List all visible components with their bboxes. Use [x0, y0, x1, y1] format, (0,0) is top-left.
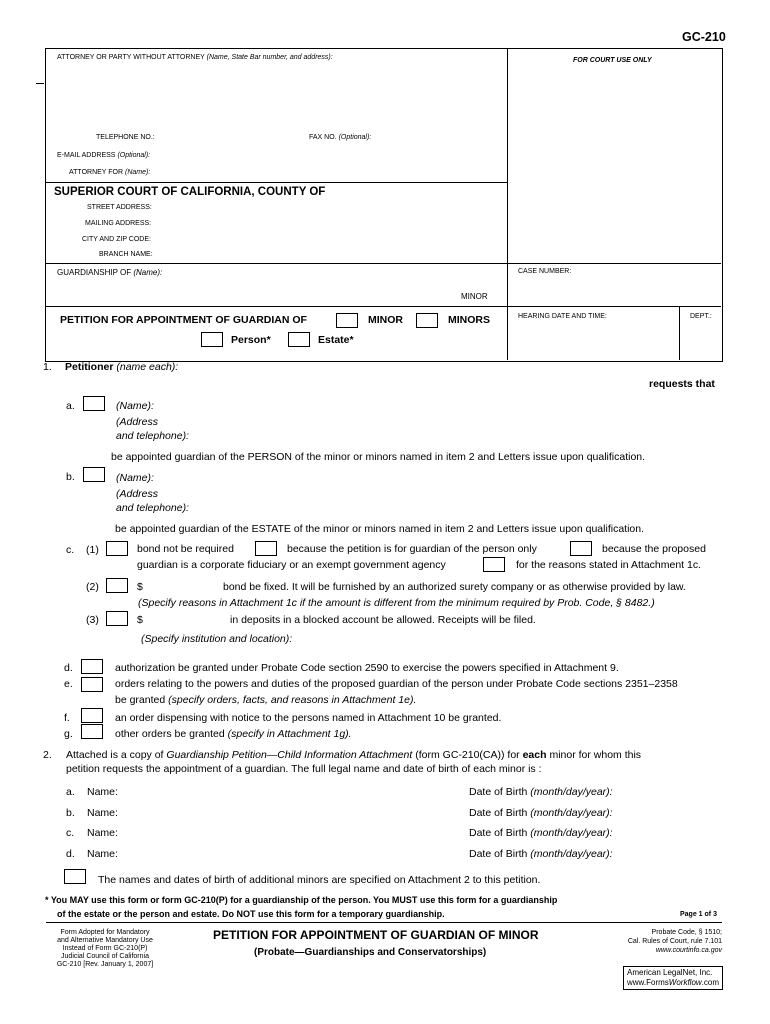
guardianship-of-label[interactable]: GUARDIANSHIP OF (Name):	[57, 268, 163, 277]
minor-checkbox[interactable]	[336, 313, 358, 328]
minor-c-name[interactable]: Name:	[87, 827, 118, 839]
item-b-checkbox[interactable]	[83, 467, 105, 482]
item-f-text: an order dispensing with notice to the persons named in Attachment 10 be granted.	[115, 712, 502, 724]
page-number: Page 1 of 3	[680, 911, 717, 918]
minor-a-dob[interactable]: Date of Birth (month/day/year):	[469, 786, 613, 798]
item-b-address[interactable]: (Address	[116, 488, 159, 500]
person-option: Person*	[231, 334, 271, 346]
minor-b-name[interactable]: Name:	[87, 807, 118, 819]
notice-line1: * You MAY use this form or form GC-210(P) for a guardianship of the person. You MUST use this form for a guardianship	[45, 895, 558, 905]
item1-number: 1.	[43, 361, 52, 373]
hearing-date-label[interactable]: HEARING DATE AND TIME:	[518, 313, 607, 320]
item-a-name[interactable]: (Name):	[116, 400, 154, 412]
corporate-fiduciary-text: guardian is a corporate fiduciary or an exempt government agency	[137, 559, 446, 571]
city-zip-label[interactable]: CITY AND ZIP CODE:	[82, 236, 151, 243]
petition-title: PETITION FOR APPOINTMENT OF GUARDIAN OF	[60, 314, 307, 326]
item2-number: 2.	[43, 749, 52, 761]
court-title: SUPERIOR COURT OF CALIFORNIA, COUNTY OF	[54, 186, 326, 198]
bond-fixed-text: bond be fixed. It will be furnished by an authorized surety company or as otherwise provided by law.	[223, 581, 686, 593]
guardianship-divider	[46, 306, 721, 307]
margin-mark	[36, 83, 44, 84]
corporate-fiduciary-checkbox[interactable]	[570, 541, 592, 556]
item-f-letter: f.	[64, 712, 70, 724]
item-e-checkbox[interactable]	[81, 677, 103, 692]
minor-b-letter: b.	[66, 807, 75, 819]
item2-text-line1: Attached is a copy of Guardianship Petition—Child Information Attachment (form GC-210(CA)) for each minor for whom this	[66, 749, 642, 761]
item-f-checkbox[interactable]	[81, 708, 103, 723]
minor-d-letter: d.	[66, 848, 75, 860]
probate-code-ref: Probate Code, § 1510;	[651, 929, 722, 936]
item-c2-number: (2)	[86, 581, 99, 593]
footer-form-subtitle: (Probate—Guardianships and Conservatorships)	[254, 947, 487, 958]
dept-label[interactable]: DEPT.:	[690, 313, 712, 320]
person-checkbox[interactable]	[201, 332, 223, 347]
mailing-address-label[interactable]: MAILING ADDRESS:	[85, 220, 152, 227]
minor-c-dob[interactable]: Date of Birth (month/day/year):	[469, 827, 613, 839]
blocked-amount-dollar[interactable]: $	[137, 614, 143, 626]
additional-minors-text: The names and dates of birth of additional minors are specified on Attachment 2 to this petition.	[98, 874, 541, 886]
court-use-only: FOR COURT USE ONLY	[573, 57, 652, 64]
minor-b-dob[interactable]: Date of Birth (month/day/year):	[469, 807, 613, 819]
institution-location-hint[interactable]: (Specify institution and location):	[141, 633, 293, 645]
item-e-text-cont: be granted (specify orders, facts, and reasons in Attachment 1e).	[115, 694, 417, 706]
attachment-1c-text: for the reasons stated in Attachment 1c.	[516, 559, 702, 571]
item-d-letter: d.	[64, 662, 73, 674]
person-only-text: because the petition is for guardian of the person only	[287, 543, 537, 555]
item-g-letter: g.	[64, 728, 73, 740]
minor-a-letter: a.	[66, 786, 75, 798]
attorney-label: ATTORNEY OR PARTY WITHOUT ATTORNEY (Name, State Bar number, and address):	[57, 54, 333, 61]
petitioner-label[interactable]: Petitioner (name each):	[65, 361, 179, 373]
form-adoption-info: Form Adopted for Mandatory and Alternative Mandatory Use Instead of Form GC-210(P) Judicial Council of California GC-210 [Rev. January 1, 2007]	[56, 929, 154, 968]
item-a-letter: a.	[66, 400, 75, 412]
street-address-label[interactable]: STREET ADDRESS:	[87, 204, 152, 211]
bond-amount-dollar[interactable]: $	[137, 581, 143, 593]
because-proposed-text: because the proposed	[602, 543, 706, 555]
additional-minors-checkbox[interactable]	[64, 869, 86, 884]
blocked-account-checkbox[interactable]	[106, 611, 128, 626]
attorney-section-divider	[46, 182, 507, 183]
item-d-text: authorization be granted under Probate Code section 2590 to exercise the powers specified in Attachment 9.	[115, 662, 619, 674]
vendor-link[interactable]: www.FormsWorkflow.com	[627, 978, 720, 987]
person-only-checkbox[interactable]	[255, 541, 277, 556]
court-use-divider	[507, 48, 508, 360]
item-g-checkbox[interactable]	[81, 724, 103, 739]
minor-option: MINOR	[368, 314, 403, 326]
item-c3-number: (3)	[86, 614, 99, 626]
bond-not-required-checkbox[interactable]	[106, 541, 128, 556]
minors-checkbox[interactable]	[416, 313, 438, 328]
item-b-name[interactable]: (Name):	[116, 472, 154, 484]
item-a-text: be appointed guardian of the PERSON of the minor or minors named in item 2 and Letters issue upon qualification.	[111, 451, 646, 463]
item-c-letter: c.	[66, 544, 75, 556]
bond-fixed-checkbox[interactable]	[106, 578, 128, 593]
bond-fixed-hint: (Specify reasons in Attachment 1c if the amount is different from the minimum required by Prob. Code, § 8482.)	[138, 597, 655, 609]
courtinfo-link[interactable]: www.courtinfo.ca.gov	[655, 947, 722, 954]
item-g-text: other orders be granted (specify in Attachment 1g).	[115, 728, 352, 740]
item-b-telephone: and telephone):	[116, 502, 189, 514]
notice-line2: of the estate or the person and estate. Do NOT use this form for a temporary guardianship.	[57, 909, 445, 919]
minor-d-name[interactable]: Name:	[87, 848, 118, 860]
requests-that: requests that	[649, 378, 715, 390]
minor-c-letter: c.	[66, 827, 75, 839]
attorney-for-label[interactable]: ATTORNEY FOR (Name):	[69, 169, 151, 176]
email-label[interactable]: E-MAIL ADDRESS (Optional):	[57, 152, 151, 159]
vendor-name: American LegalNet, Inc.	[627, 968, 713, 977]
minor-label: MINOR	[461, 292, 488, 301]
form-id: GC-210	[682, 30, 726, 44]
item-a-address[interactable]: (Address	[116, 416, 159, 428]
fax-label[interactable]: FAX NO. (Optional):	[309, 134, 372, 141]
dept-divider	[679, 306, 680, 360]
minors-option: MINORS	[448, 314, 490, 326]
attachment-1c-checkbox[interactable]	[483, 557, 505, 572]
minor-d-dob[interactable]: Date of Birth (month/day/year):	[469, 848, 613, 860]
item-b-text: be appointed guardian of the ESTATE of the minor or minors named in item 2 and Letters issue upon qualification.	[115, 523, 644, 535]
item2-text-line2: petition requests the appointment of a guardian. The full legal name and date of birth of each minor is :	[66, 763, 542, 775]
item-a-checkbox[interactable]	[83, 396, 105, 411]
telephone-label[interactable]: TELEPHONE NO.:	[96, 134, 155, 141]
footer-form-title: PETITION FOR APPOINTMENT OF GUARDIAN OF MINOR	[213, 928, 539, 942]
blocked-account-text: in deposits in a blocked account be allowed. Receipts will be filed.	[230, 614, 536, 626]
item-b-letter: b.	[66, 471, 75, 483]
case-number-label[interactable]: CASE NUMBER:	[518, 268, 572, 275]
minor-a-name[interactable]: Name:	[87, 786, 118, 798]
bond-not-required-text: bond not be required	[137, 543, 234, 555]
item-e-letter: e.	[64, 678, 73, 690]
item-a-telephone: and telephone):	[116, 430, 189, 442]
item-e-text: orders relating to the powers and duties of the proposed guardian of the person under Probate Code sections 2351–2358	[115, 678, 678, 690]
estate-checkbox[interactable]	[288, 332, 310, 347]
court-section-divider	[46, 263, 721, 264]
rules-of-court-ref: Cal. Rules of Court, rule 7.101	[627, 938, 722, 945]
item-c1-number: (1)	[86, 544, 99, 556]
estate-option: Estate*	[318, 334, 354, 346]
footer-divider	[46, 922, 722, 923]
item-d-checkbox[interactable]	[81, 659, 103, 674]
branch-name-label[interactable]: BRANCH NAME:	[99, 251, 153, 258]
